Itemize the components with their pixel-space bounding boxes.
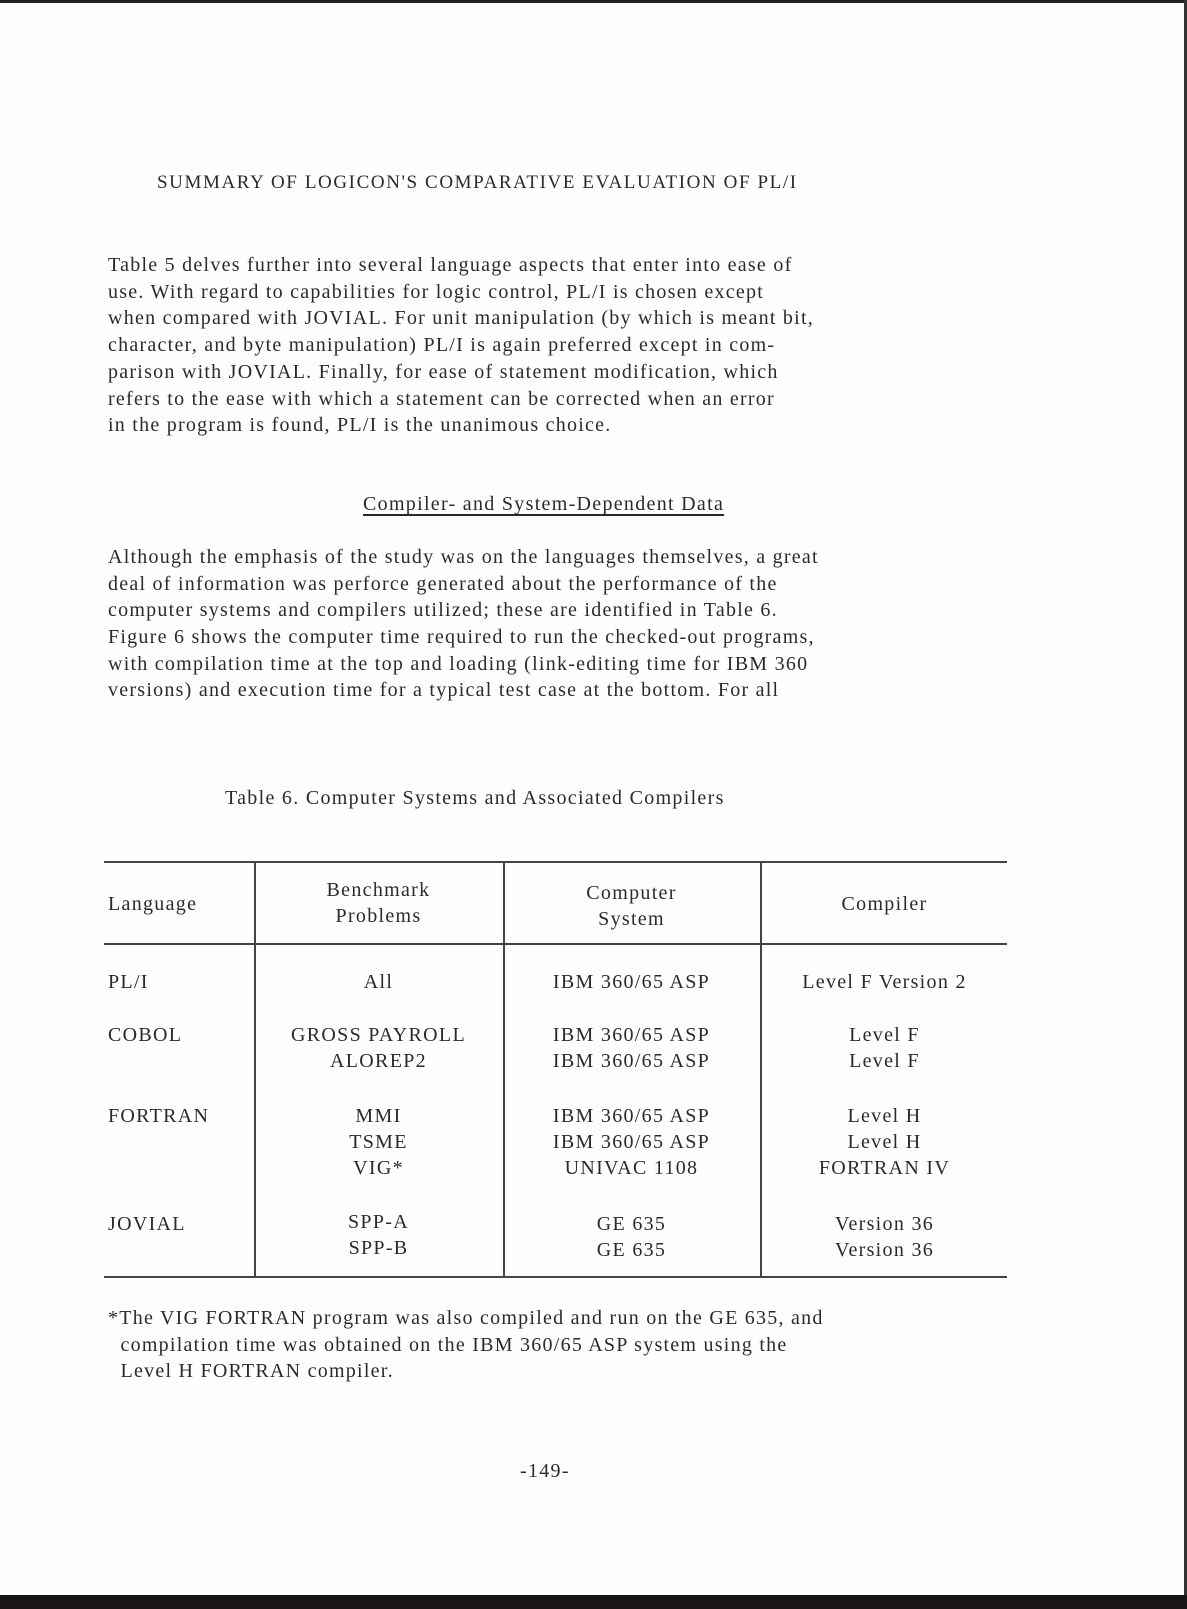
cell-line: IBM 360/65 ASP (552, 971, 711, 993)
text-line: use. With regard to capabilities for logic control, PL/I is chosen except (108, 280, 765, 303)
cell-line: Level H (847, 1131, 922, 1153)
cell-language: FORTRAN (108, 1105, 210, 1127)
header-line: Computer (586, 882, 677, 904)
cell-compiler (762, 969, 1007, 995)
text-line: compilation time was obtained on the IBM 360/65 ASP system using the (108, 1333, 788, 1356)
header-benchmark (256, 877, 501, 929)
cell-line: IBM 360/65 ASP (552, 1050, 711, 1072)
cell-line: All (363, 971, 394, 993)
cell-line: GE 635 (596, 1213, 667, 1235)
cell-line: SPP-B (348, 1237, 409, 1259)
paragraph-figure6 (108, 624, 815, 704)
cell-line: Level H (847, 1105, 922, 1127)
text-line: character, and byte manipulation) PL/I is again preferred except in com- (108, 334, 776, 357)
text-line: computer systems and compilers utilized; these are identified in Table 6. (108, 599, 778, 622)
cell-line: Version 36 (834, 1213, 935, 1235)
table-header-rule (104, 943, 1007, 945)
cell-line: IBM 360/65 ASP (552, 1131, 711, 1153)
cell-line: UNIVAC 1108 (564, 1157, 699, 1179)
cell-line: TSME (349, 1131, 408, 1153)
header-line: Problems (335, 905, 422, 927)
paragraph-systems (108, 544, 819, 624)
cell-system (505, 1211, 758, 1263)
cell-line: MMI (355, 1105, 402, 1127)
text-line: parison with JOVIAL. Finally, for ease of statement modification, which (108, 360, 779, 383)
cell-language: PL/I (108, 971, 149, 993)
header-language: Language (108, 893, 198, 915)
cell-line: IBM 360/65 ASP (552, 1024, 711, 1046)
cell-line: Level F (849, 1050, 920, 1072)
text-line: Figure 6 shows the computer time required to run the checked-out programs, (108, 626, 815, 648)
table-footnote (108, 1305, 824, 1385)
cell-system (505, 1103, 758, 1181)
scan-border-bottom (0, 1595, 1187, 1609)
text-line: when compared with JOVIAL. For unit manipulation (by which is meant bit, (108, 307, 815, 330)
cell-problems (256, 1103, 501, 1181)
cell-line: ALOREP2 (330, 1050, 427, 1072)
cell-line: GE 635 (596, 1239, 667, 1261)
cell-language: COBOL (108, 1024, 183, 1046)
text-line: in the program is found, PL/I is the unanimous choice. (108, 414, 612, 437)
header-line: Benchmark (326, 879, 431, 901)
cell-compiler (762, 1103, 1007, 1181)
text-line: Level H FORTRAN compiler. (108, 1360, 394, 1383)
table-top-rule (104, 861, 1007, 863)
cell-line: IBM 360/65 ASP (552, 1105, 711, 1127)
paragraph-table5 (108, 252, 814, 439)
cell-problems (256, 969, 501, 995)
cell-line: Version 36 (834, 1239, 935, 1261)
table-caption: Table 6. Computer Systems and Associated Compilers (225, 787, 725, 809)
cell-line: GROSS PAYROLL (291, 1024, 466, 1046)
cell-line: Level F Version 2 (802, 971, 967, 993)
cell-line: Level F (849, 1024, 920, 1046)
cell-line: FORTRAN IV (818, 1157, 951, 1179)
header-line: System (598, 908, 665, 930)
cell-problems (256, 1209, 501, 1261)
page-number: -149- (520, 1460, 570, 1482)
page-title: SUMMARY OF LOGICON'S COMPARATIVE EVALUATION OF PL/I (157, 172, 798, 193)
cell-compiler (762, 1211, 1007, 1263)
section-heading: Compiler- and System-Dependent Data (363, 493, 725, 515)
cell-line: SPP-A (348, 1211, 409, 1233)
scan-border-top (0, 0, 1187, 3)
cell-compiler (762, 1022, 1007, 1074)
text-line: Although the emphasis of the study was on the languages themselves, a great (108, 546, 819, 568)
cell-language: JOVIAL (108, 1213, 186, 1235)
cell-line: VIG* (353, 1157, 404, 1179)
cell-problems (256, 1022, 501, 1074)
text-line: Table 5 delves further into several language aspects that enter into ease of (108, 254, 793, 276)
cell-system (505, 969, 758, 995)
header-computer-system (505, 880, 758, 932)
text-line: deal of information was perforce generated about the performance of the (108, 572, 778, 595)
text-line: refers to the ease with which a statement can be corrected when an error (108, 387, 775, 410)
text-line: *The VIG FORTRAN program was also compiled and run on the GE 635, and (108, 1307, 824, 1329)
cell-system (505, 1022, 758, 1074)
table-bottom-rule (104, 1276, 1007, 1278)
text-line: with compilation time at the top and loading (link-editing time for IBM 360 (108, 652, 809, 675)
header-compiler: Compiler (841, 893, 928, 915)
text-line: versions) and execution time for a typical test case at the bottom. For all (108, 679, 780, 702)
